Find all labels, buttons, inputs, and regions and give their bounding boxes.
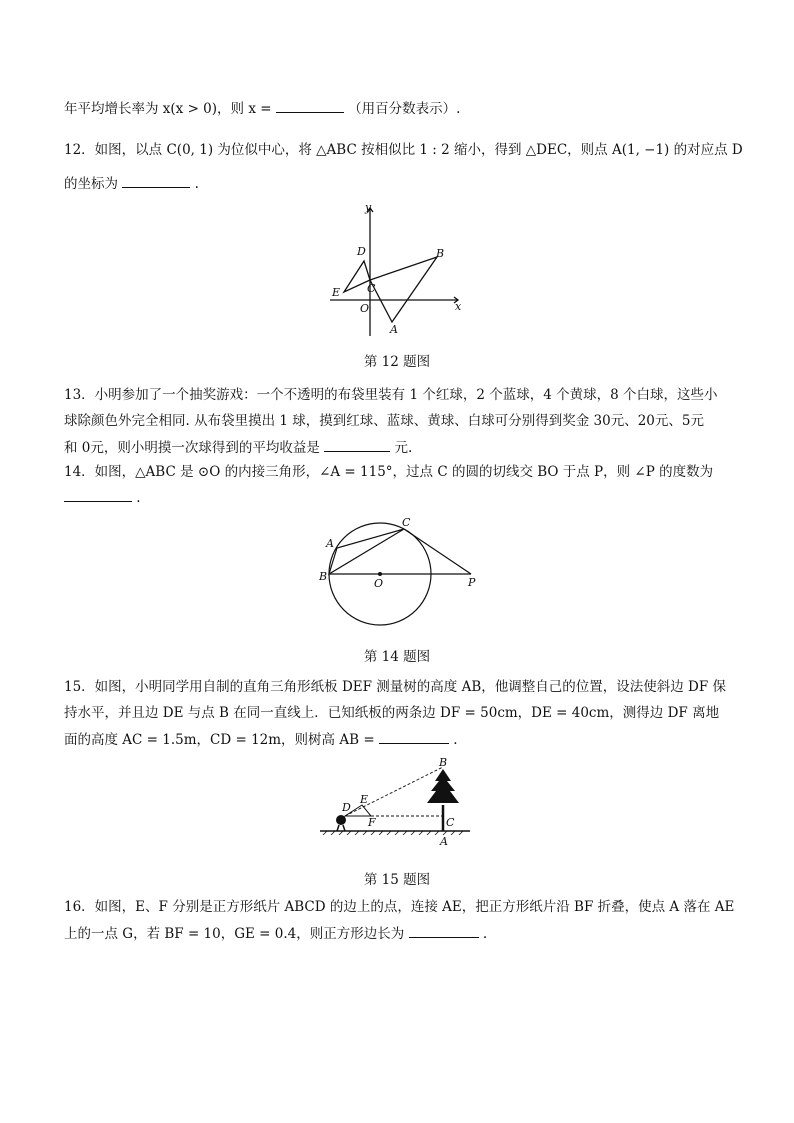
q11-line <box>64 98 744 119</box>
q14-line2-suffix: . <box>136 490 141 506</box>
q15-answer-blank[interactable] <box>379 729 449 744</box>
label-f: F <box>368 816 376 829</box>
q14-answer-blank[interactable] <box>64 487 132 502</box>
label-c: C <box>367 282 376 295</box>
label-c: C <box>402 516 411 529</box>
q13-line3 <box>64 437 744 458</box>
q15-line3-prefix: 面的高度 AC = 1.5m，CD = 12m，则树高 AB = <box>64 732 375 748</box>
tangent-cp <box>404 529 471 574</box>
label-d: D <box>357 245 366 258</box>
q15-caption: 第 15 题图 <box>363 872 431 888</box>
q16-line2-suffix: . <box>482 926 488 942</box>
label-b: B <box>319 570 328 583</box>
q11-suffix: （用百分数表示）. <box>348 101 461 117</box>
label-c: C <box>446 816 455 829</box>
q15-line2: 持水平，并且边 DE 与点 B 在同一直线上．已知纸板的两条边 DF = 50cm，DE = 40cm，测得边 DF 离地 <box>64 705 720 721</box>
person-body <box>337 825 345 831</box>
q11-prefix: 年平均增长率为 x(x > 0)，则 x = <box>64 101 272 117</box>
center-o-dot <box>378 572 382 576</box>
q15-line3 <box>64 729 744 750</box>
q15-line3-suffix: . <box>453 732 458 748</box>
label-e: E <box>332 286 341 299</box>
label-e: E <box>360 793 369 806</box>
q13-line3-prefix: 和 0元，则小明摸一次球得到的平均收益是 <box>64 440 320 456</box>
label-o: O <box>360 302 370 315</box>
q12-line2 <box>64 173 744 194</box>
q11-answer-blank[interactable] <box>276 98 344 113</box>
q16-line1: 16．如图，E、F 分别是正方形纸片 ABCD 的边上的点，连接 AE，把正方形纸片沿 BF 折叠，使点 A 落在 AE <box>64 899 735 915</box>
q14-line2 <box>64 487 744 508</box>
triangle-abc <box>329 529 404 574</box>
label-y: y <box>365 201 372 214</box>
q13-line2: 球除颜色外完全相同. 从布袋里摸出 1 球，摸到红球、蓝球、黄球、白球可分别得到奖金 30元、20元、5元 <box>64 413 704 429</box>
tree-foliage <box>427 769 459 803</box>
q14-figure <box>315 515 485 595</box>
q15-line1: 15．如图，小明同学用自制的直角三角形纸板 DEF 测量树的高度 AB，他调整自己的位置，设法使斜边 DF 保 <box>64 679 727 695</box>
triangle-abc <box>370 257 437 322</box>
q12-answer-blank[interactable] <box>122 173 190 188</box>
q16-answer-blank[interactable] <box>409 923 479 938</box>
q13-line1: 13．小明参加了一个抽奖游戏：一个不透明的布袋里装有 1 个红球，2 个蓝球，4 个黄球，8 个白球，这些小 <box>64 387 718 403</box>
q12-figure <box>320 200 470 340</box>
label-p: P <box>468 576 476 589</box>
sight-line-db <box>345 767 443 816</box>
label-b: B <box>436 247 445 260</box>
q14-caption: 第 14 题图 <box>363 649 431 665</box>
label-d: D <box>342 801 351 814</box>
label-b: B <box>439 756 448 769</box>
label-x: x <box>455 300 462 313</box>
label-o: O <box>374 577 384 590</box>
label-a: A <box>390 323 398 336</box>
q14-line1: 14．如图，△ABC 是 ⊙O 的内接三角形，∠A = 115°，过点 C 的圆的切线交 BO 于点 P，则 ∠P 的度数为 <box>64 464 714 480</box>
q15-figure <box>315 755 475 850</box>
q12-line2-prefix: 的坐标为 <box>64 176 118 192</box>
q12-line1: 12．如图，以点 C(0, 1) 为位似中心，将 △ABC 按相似比 1 : 2 缩小，得到 △DEC，则点 A(1, −1) 的对应点 D <box>64 142 743 158</box>
q13-line3-suffix: 元. <box>394 440 413 456</box>
label-a: A <box>440 835 448 848</box>
label-a: A <box>326 537 334 550</box>
q16-line2-prefix: 上的一点 G，若 BF = 10，GE = 0.4，则正方形边长为 <box>64 926 405 942</box>
q12-caption: 第 12 题图 <box>363 354 431 370</box>
q16-line2 <box>64 923 744 944</box>
q12-line2-suffix: . <box>194 176 199 192</box>
q13-answer-blank[interactable] <box>324 437 390 452</box>
